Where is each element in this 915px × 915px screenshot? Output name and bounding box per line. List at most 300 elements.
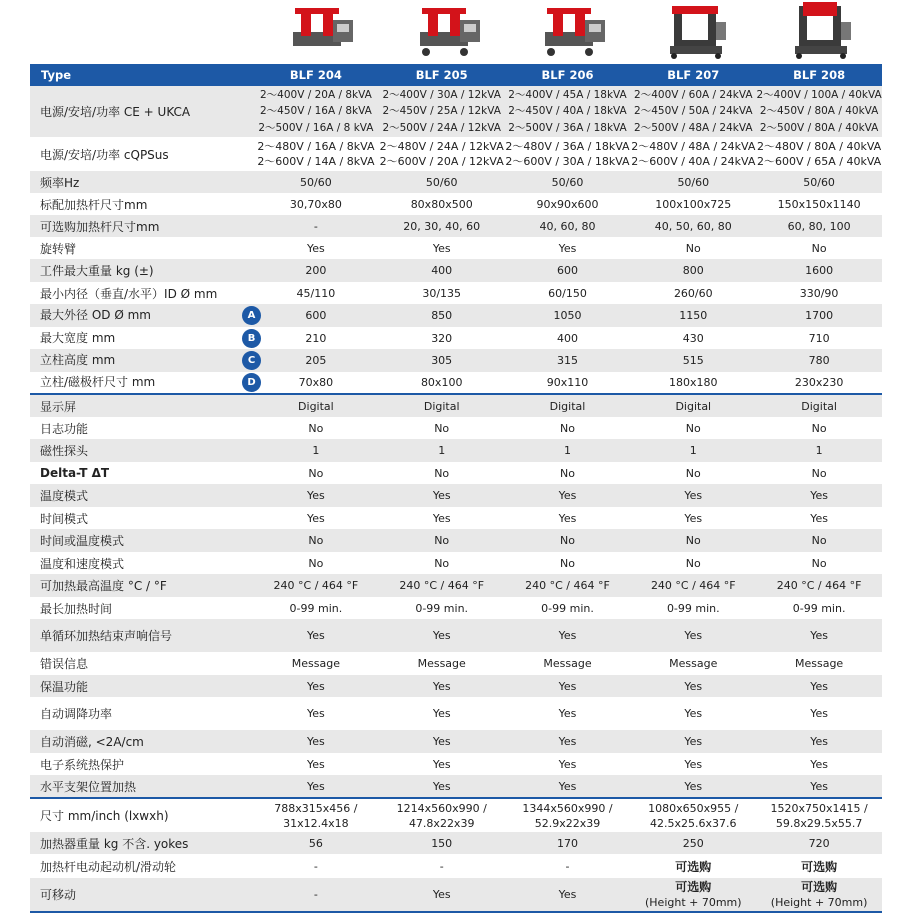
cell-line: 52.9x22x39 [534, 816, 601, 830]
table-cell: 400 [556, 331, 578, 345]
table-cell: 40, 50, 60, 80 [630, 215, 756, 237]
bearing-heater-image [285, 2, 361, 60]
bearing-heater-image [660, 2, 736, 60]
row-label [30, 507, 253, 529]
table-cell: Yes [505, 675, 631, 697]
table-cell: No [434, 466, 450, 480]
table-cell: Yes [756, 675, 882, 697]
product-images [0, 0, 915, 62]
table-cell: Yes [756, 775, 882, 798]
table-cell: 710 [808, 331, 830, 345]
row-label-text: 标配加热杆尺寸mm [40, 197, 148, 212]
row-label-text: 时间模式 [40, 511, 89, 526]
table-cell [756, 798, 882, 832]
row-label [30, 597, 253, 619]
table-cell: 0-99 min. [792, 601, 846, 615]
cell-line: 2～500V / 80A / 40kVA [759, 121, 879, 134]
table-cell: 45/110 [296, 286, 336, 300]
row-label [30, 327, 256, 349]
bearing-heater-image [537, 2, 613, 60]
table-cell: 170 [505, 832, 631, 854]
row-label-text: 加热杆电动起动机/滑动轮 [40, 859, 177, 874]
table-cell [630, 878, 756, 911]
table-cell: 1 [505, 439, 631, 462]
model-header: BLF 205 [379, 64, 505, 86]
table-cell [253, 137, 379, 171]
table-row [30, 462, 882, 484]
row-label-text: 温度和速度模式 [40, 556, 125, 571]
table-row [30, 507, 882, 529]
table-row [30, 552, 882, 574]
table-cell: Message [794, 657, 844, 670]
table-cell: 1050 [505, 304, 631, 327]
table-cell: Yes [432, 511, 451, 525]
row-label-text: 电子系统热保护 [40, 757, 125, 772]
row-label-text: 保温功能 [40, 679, 89, 694]
table-cell: 800 [630, 259, 756, 282]
table-cell: 50/60 [630, 171, 756, 193]
dimension-badge: D [242, 373, 261, 392]
table-cell: 30,70x80 [289, 197, 342, 211]
table-cell: Yes [379, 730, 505, 753]
table-cell: Yes [432, 757, 451, 771]
row-label-text: 频率Hz [40, 175, 80, 190]
table-cell: 40, 60, 80 [505, 215, 631, 237]
table-cell: No [560, 556, 575, 570]
table-cell: No [560, 466, 575, 480]
table-cell: Yes [630, 775, 756, 798]
table-bottom-border [30, 911, 882, 913]
table-cell: 250 [630, 832, 756, 854]
table-cell: 80x80x500 [410, 197, 473, 211]
bearing-heater-image [412, 2, 488, 60]
row-label [30, 529, 253, 552]
cell-line: 2～600V / 40A / 24kVA [631, 155, 756, 168]
row-label [30, 137, 253, 171]
table-row [30, 753, 882, 775]
table-cell: 50/60 [253, 171, 379, 193]
table-cell: Yes [432, 241, 451, 255]
cell-line: 1520x750x1415 / [770, 801, 868, 815]
row-label [30, 675, 253, 697]
table-cell: Yes [756, 619, 882, 652]
table-cell: 0-99 min. [666, 601, 720, 615]
table-row [30, 137, 882, 171]
table-cell: 0-99 min. [415, 601, 469, 615]
cell-line: 可选购 [801, 879, 838, 894]
table-row [30, 652, 882, 675]
table-cell: No [685, 241, 701, 255]
row-label-text: 时间或温度模式 [40, 534, 125, 548]
table-cell: No [630, 529, 756, 552]
row-label-text: 最小内径（垂直/水平）ID Ø mm [40, 286, 218, 301]
table-cell: 56 [253, 832, 379, 854]
table-cell [756, 86, 882, 137]
table-row [30, 327, 882, 349]
table-cell: 60/150 [548, 286, 587, 300]
table-cell: Digital [756, 394, 882, 417]
table-row [30, 697, 882, 730]
row-label-text: 工件最大重量 kg (±) [40, 264, 154, 278]
table-row [30, 730, 882, 753]
cell-line: 2～480V / 80A / 40kVA [757, 140, 882, 153]
model-header: BLF 206 [505, 64, 631, 86]
table-cell: 200 [253, 259, 379, 282]
row-label-text: 最大外径 OD Ø mm [40, 308, 151, 322]
row-label [30, 753, 253, 775]
cell-line: 42.5x25.6x37.6 [650, 816, 737, 830]
table-cell [379, 137, 505, 171]
cell-line: (Height + 70mm) [644, 895, 742, 909]
row-label [30, 171, 253, 193]
table-cell: Yes [684, 757, 703, 771]
cell-line: 2～450V / 50A / 24kVA [634, 105, 753, 118]
model-header: BLF 208 [756, 64, 882, 86]
cell-line: 1214x560x990 / [396, 801, 487, 815]
table-cell [379, 86, 505, 137]
table-cell: 可选购 [675, 859, 712, 874]
table-cell: 100x100x725 [655, 197, 732, 211]
table-cell [379, 798, 505, 832]
table-cell: Yes [756, 484, 882, 507]
cell-line: (Height + 70mm) [770, 895, 868, 909]
cell-line: 31x12.4x18 [283, 816, 349, 830]
table-row [30, 597, 882, 619]
table-cell: Yes [558, 241, 577, 255]
table-cell: 240 °C / 464 °F [630, 574, 756, 597]
table-cell [379, 878, 505, 911]
table-cell: Yes [630, 730, 756, 753]
table-cell: No [811, 421, 827, 435]
table-cell: 20, 30, 40, 60 [379, 215, 505, 237]
table-cell [505, 878, 631, 911]
cell-line: Yes [432, 888, 451, 901]
cell-line: - [313, 888, 318, 901]
row-label [30, 259, 253, 282]
table-cell: 70x80 [298, 376, 334, 389]
dimension-badge: B [242, 329, 261, 348]
row-label-text: 最大宽度 mm [40, 330, 116, 345]
cell-line: 2～450V / 40A / 18kVA [508, 105, 627, 118]
row-label [30, 798, 253, 832]
row-label-text: 立柱高度 mm [40, 353, 116, 367]
table-cell [253, 878, 379, 911]
row-label-text: 温度模式 [40, 489, 89, 503]
table-cell: 240 °C / 464 °F [253, 574, 379, 597]
table-cell: Digital [505, 394, 631, 417]
table-row [30, 529, 882, 552]
table-cell: Yes [630, 675, 756, 697]
table-cell: Yes [630, 619, 756, 652]
row-label-text: 旋转臂 [40, 241, 77, 256]
table-cell: Yes [684, 707, 703, 720]
cell-line: 可选购 [675, 879, 712, 894]
table-cell: 60, 80, 100 [756, 215, 882, 237]
table-cell: No [685, 421, 701, 435]
table-cell: 315 [505, 349, 631, 372]
bearing-heater-image [785, 2, 861, 60]
cell-line: 59.8x29.5x55.7 [775, 816, 863, 830]
row-label [30, 854, 253, 878]
cell-line: 2～400V / 30A / 12kVA [382, 88, 501, 101]
table-cell: 50/60 [756, 171, 882, 193]
table-row [30, 417, 882, 439]
cell-line: 2～500V / 36A / 18kVA [508, 121, 627, 134]
row-label-text: 显示屏 [40, 399, 77, 414]
table-row [30, 372, 882, 394]
table-row [30, 215, 882, 237]
table-cell: Yes [810, 707, 828, 720]
table-row [30, 798, 882, 832]
row-label [30, 372, 256, 394]
table-cell: - [439, 859, 444, 873]
specification-table [30, 64, 882, 911]
cell-line: 2～480V / 16A / 8kVA [257, 140, 375, 153]
table-cell: 210 [305, 331, 327, 345]
table-cell: Yes [307, 757, 325, 771]
table-cell: 1150 [630, 304, 756, 327]
table-cell: Yes [558, 707, 577, 720]
row-label [30, 237, 253, 259]
row-label [30, 349, 256, 372]
row-label-text: Delta-T ΔT [40, 466, 110, 480]
table-row [30, 619, 882, 652]
table-cell: 330/90 [799, 286, 839, 300]
table-cell: 305 [379, 349, 505, 372]
table-row [30, 394, 882, 417]
table-cell: 80x100 [420, 376, 463, 389]
table-cell: Yes [307, 511, 325, 525]
row-label-text: 尺寸 mm/inch (lxwxh) [40, 809, 169, 823]
table-row [30, 237, 882, 259]
table-cell: 1 [630, 439, 756, 462]
row-label [30, 878, 253, 911]
cell-line: 2～400V / 20A / 8kVA [259, 88, 372, 101]
table-cell: Yes [558, 511, 577, 525]
table-cell: 1 [756, 439, 882, 462]
table-cell: No [685, 556, 701, 570]
row-label [30, 304, 256, 327]
table-cell: 90x110 [546, 376, 589, 389]
table-cell: Yes [379, 675, 505, 697]
table-cell: Yes [505, 619, 631, 652]
table-cell: 205 [253, 349, 379, 372]
table-cell: Yes [756, 730, 882, 753]
cell-line: 2～500V / 24A / 12kVA [382, 121, 501, 134]
table-cell: 600 [253, 304, 379, 327]
table-cell: 150 [379, 832, 505, 854]
table-cell: 50/60 [505, 171, 631, 193]
row-label [30, 697, 253, 730]
table-cell: Yes [558, 757, 577, 771]
row-label-text: 水平支架位置加热 [40, 779, 137, 794]
table-cell: Digital [379, 394, 505, 417]
table-cell [756, 137, 882, 171]
table-cell: 720 [756, 832, 882, 854]
table-cell: No [308, 421, 324, 435]
row-label-text: 电源/安培/功率 CE + UKCA [40, 105, 191, 119]
table-cell: Yes [253, 775, 379, 798]
cell-line: 47.8x22x39 [408, 816, 475, 830]
row-label [30, 215, 253, 237]
table-row [30, 259, 882, 282]
table-cell: 可选购 [801, 859, 838, 874]
table-row [30, 675, 882, 697]
table-row [30, 775, 882, 798]
table-cell: Message [417, 657, 466, 670]
table-cell: No [756, 529, 882, 552]
table-cell: Yes [379, 619, 505, 652]
row-label [30, 439, 253, 462]
table-cell: Message [543, 657, 592, 670]
table-row [30, 878, 882, 911]
table-cell: 515 [630, 349, 756, 372]
row-label-text: 可加热最高温度 °C / °F [40, 579, 167, 593]
table-cell: Yes [810, 511, 828, 525]
table-cell: 240 °C / 464 °F [505, 574, 631, 597]
row-label-text: 立柱/磁极杆尺寸 mm [40, 375, 156, 389]
table-cell: 0-99 min. [289, 601, 343, 615]
table-cell: No [811, 241, 827, 255]
table-cell: 230x230 [794, 376, 844, 389]
row-label-text: 日志功能 [40, 421, 89, 436]
row-label-text: 自动调降功率 [40, 707, 113, 721]
table-header-row [30, 64, 882, 86]
table-cell: 400 [379, 259, 505, 282]
row-label-text: 可选购加热杆尺寸mm [40, 219, 160, 234]
row-label [30, 730, 253, 753]
row-label [30, 652, 253, 675]
table-cell: 0-99 min. [541, 601, 594, 615]
cell-line: 2～450V / 25A / 12kVA [382, 105, 501, 118]
table-cell: No [685, 466, 701, 480]
table-cell [630, 798, 756, 832]
table-cell: 90x90x600 [536, 197, 599, 211]
table-cell: Yes [505, 775, 631, 798]
row-label-text: 可移动 [40, 888, 77, 902]
table-cell: No [505, 529, 631, 552]
table-cell [253, 798, 379, 832]
table-row [30, 574, 882, 597]
row-label [30, 193, 253, 215]
table-cell: Yes [253, 619, 379, 652]
table-cell: Message [669, 657, 718, 670]
row-label [30, 417, 253, 439]
cell-line: 2～600V / 14A / 8kVA [257, 155, 375, 168]
cell-line: 1080x650x955 / [648, 801, 739, 815]
cell-line: 2～400V / 100A / 40kVA [756, 88, 882, 101]
table-cell: No [308, 466, 324, 480]
table-cell: Yes [630, 484, 756, 507]
row-label-text: 电源/安培/功率 cQPSus [40, 147, 169, 162]
table-cell: Yes [684, 511, 703, 525]
table-cell: - [253, 215, 379, 237]
table-cell: 850 [379, 304, 505, 327]
table-cell [505, 137, 631, 171]
table-row [30, 439, 882, 462]
table-cell: No [253, 529, 379, 552]
table-row [30, 282, 882, 304]
table-row [30, 171, 882, 193]
table-cell: 600 [505, 259, 631, 282]
row-label-text: 错误信息 [40, 657, 89, 671]
table-cell: 1700 [756, 304, 882, 327]
table-cell: 260/60 [673, 286, 713, 300]
row-label [30, 552, 253, 574]
table-cell: Message [291, 657, 340, 670]
table-cell: Yes [307, 707, 325, 720]
table-cell: Yes [253, 675, 379, 697]
cell-line: 788x315x456 / [274, 801, 358, 815]
row-label [30, 462, 253, 484]
table-cell [505, 798, 631, 832]
table-cell: Yes [253, 730, 379, 753]
table-row [30, 854, 882, 878]
table-cell: 780 [756, 349, 882, 372]
table-cell: - [565, 859, 570, 873]
type-header: Type [30, 64, 253, 86]
table-cell: 240 °C / 464 °F [379, 574, 505, 597]
row-label-text: 单循环加热结束声响信号 [40, 629, 173, 643]
table-cell: Digital [253, 394, 379, 417]
table-cell: 1 [379, 439, 505, 462]
table-cell: No [308, 556, 324, 570]
model-header: BLF 207 [630, 64, 756, 86]
cell-line: 2～500V / 48A / 24kVA [634, 121, 753, 134]
dimension-badge: A [242, 306, 261, 325]
row-label [30, 619, 253, 652]
table-cell: - [313, 859, 318, 873]
dimension-badge: C [242, 351, 261, 370]
table-cell: 150x150x1140 [777, 197, 861, 211]
table-cell: 50/60 [379, 171, 505, 193]
cell-line: 2～500V / 16A / 8 kVA [258, 121, 374, 134]
table-row [30, 304, 882, 327]
row-label-text: 最长加热时间 [40, 601, 113, 616]
cell-line: 2～450V / 80A / 40kVA [759, 105, 879, 118]
table-cell: No [560, 421, 575, 435]
table-row [30, 832, 882, 854]
table-row [30, 86, 882, 137]
row-label [30, 86, 253, 137]
table-row [30, 193, 882, 215]
table-cell [630, 137, 756, 171]
row-label-text: 加热器重量 kg 不含. yokes [40, 836, 189, 851]
row-label [30, 574, 253, 597]
row-label [30, 394, 253, 417]
cell-line: 2～400V / 60A / 24kVA [634, 88, 753, 101]
cell-line: 2～450V / 16A / 8kVA [259, 105, 372, 118]
table-cell: Yes [810, 757, 828, 771]
table-cell: No [434, 421, 450, 435]
table-cell: 240 °C / 464 °F [756, 574, 882, 597]
table-cell: Yes [505, 484, 631, 507]
table-cell: Digital [630, 394, 756, 417]
table-row [30, 349, 882, 372]
table-cell [505, 86, 631, 137]
table-cell: Yes [379, 775, 505, 798]
table-cell: Yes [379, 484, 505, 507]
cell-line: 2～600V / 65A / 40kVA [757, 155, 882, 168]
row-label [30, 282, 253, 304]
cell-line: 2～480V / 36A / 18kVA [505, 140, 630, 153]
table-cell: 1 [253, 439, 379, 462]
table-cell: No [434, 556, 450, 570]
table-cell: Yes [505, 730, 631, 753]
cell-line: 2～600V / 20A / 12kVA [379, 155, 504, 168]
table-cell: 30/135 [422, 286, 462, 300]
cell-line: 2～480V / 48A / 24kVA [631, 140, 756, 153]
